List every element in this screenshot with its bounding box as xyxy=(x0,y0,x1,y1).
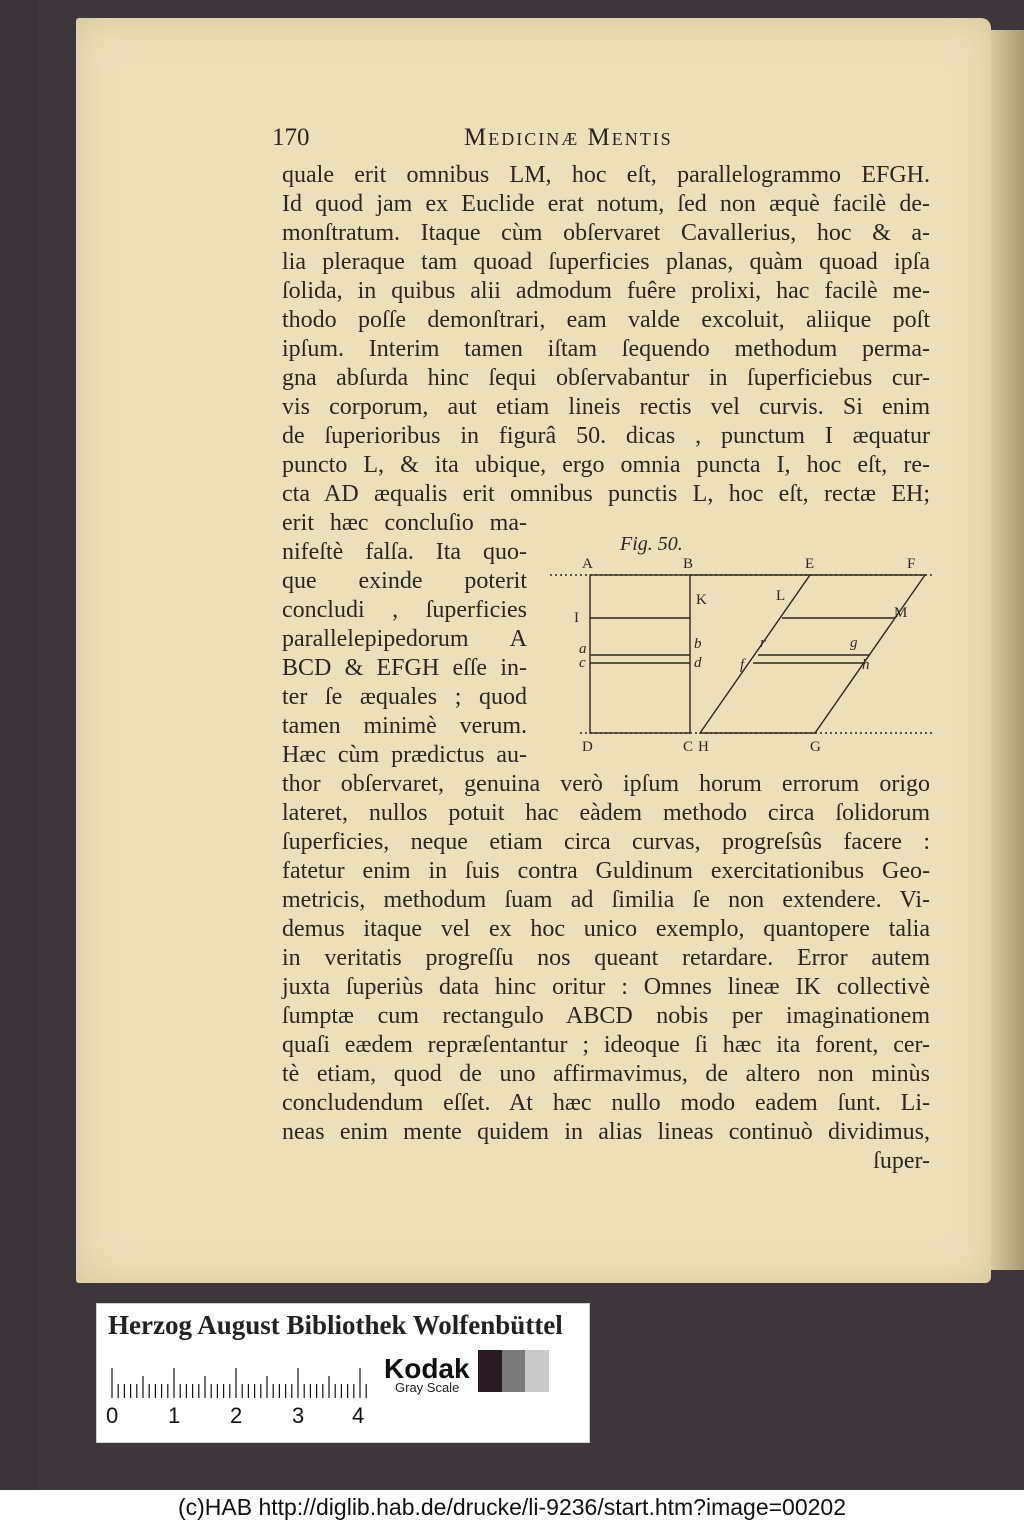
ruler xyxy=(100,1352,370,1402)
text-line: demus itaque vel ex hoc unico exemplo, quantopere talia xyxy=(282,916,930,942)
library-name: Herzog August Bibliothek Wolfenbüttel xyxy=(108,1310,563,1340)
label-d: D xyxy=(582,739,593,755)
ruler-number: 2 xyxy=(230,1403,243,1428)
text-line: concludendum eſſet. At hæc nullo modo eadem ſunt. Li- xyxy=(282,1090,930,1116)
text-line: metricis, methodum ſuam ad ſimilia ſe non extendere. Vi- xyxy=(282,887,930,913)
text-line: lia pleraque tam quoad ſuperficies planas, quàm quoad ipſa xyxy=(282,249,930,275)
text-line: gna abſurda hinc ſequi obſervabantur in ſuperficiebus cur- xyxy=(282,365,930,391)
text-line: quale erit omnibus LM, hoc eſt, parallelogrammo EFGH. xyxy=(282,162,930,188)
text-line: ſolida, in quibus alii admodum fuêre prolixi, hac facilè me- xyxy=(282,278,930,304)
label-d-small: d xyxy=(694,655,702,671)
label-h-small: h xyxy=(862,657,870,673)
text-line: lateret, nullos potuit hac eàdem methodo circa ſolidorum xyxy=(282,800,930,826)
label-i: I xyxy=(574,610,579,626)
gray-patch xyxy=(525,1350,549,1392)
adjacent-page-edge xyxy=(990,30,1024,1270)
page-header xyxy=(272,124,937,158)
credit-line: (c)HAB http://diglib.hab.de/drucke/li-9236/start.htm?image=00202 xyxy=(177,1494,846,1520)
gray-scale-label: Gray Scale xyxy=(395,1380,460,1395)
text-line: ſumptæ cum rectangulo ABCD nobis per imaginationem xyxy=(282,1003,930,1029)
label-a-small: a xyxy=(579,641,587,657)
figure-caption: Fig. 50. xyxy=(620,533,683,555)
label-g-small: g xyxy=(850,635,858,651)
label-m: M xyxy=(894,605,908,621)
label-g: G xyxy=(810,739,821,755)
label-f: F xyxy=(907,556,916,572)
text-line: vis corporum, aut etiam lineis rectis vel curvis. Si enim xyxy=(282,394,930,420)
label-f-small: f xyxy=(740,657,745,673)
text-line: tè etiam, quod de uno affirmavimus, de altero non minùs xyxy=(282,1061,930,1087)
label-a: A xyxy=(582,556,593,572)
side-text-line: nifeſtè falſa. Ita quo- xyxy=(282,539,527,565)
side-text-line: erit hæc concluſio ma- xyxy=(282,510,527,536)
ruler-numbers xyxy=(100,1403,380,1427)
side-text-line: BCD & EFGH eſſe in- xyxy=(282,655,527,681)
text-line: de ſuperioribus in figurâ 50. dicas , punctum I æquatur xyxy=(282,423,930,449)
label-e: E xyxy=(805,556,815,572)
figure-50 xyxy=(540,520,940,765)
side-text-line: que exinde poterit xyxy=(282,568,527,594)
label-r-small: r xyxy=(760,635,766,651)
text-line: juxta ſuperiùs data hinc oritur : Omnes lineæ IK collectivè xyxy=(282,974,930,1000)
running-title: Medicinæ Mentis xyxy=(464,124,673,151)
side-text-line: Hæc cùm prædictus au- xyxy=(282,742,527,768)
label-k: K xyxy=(696,592,707,608)
ruler-number: 3 xyxy=(292,1403,305,1428)
parallelogram-efgh xyxy=(700,575,925,733)
text-line: thor obſervaret, genuina verò ipſum horum errorum origo xyxy=(282,771,930,797)
label-c-small: c xyxy=(579,655,586,671)
gray-patch xyxy=(549,1350,573,1392)
text-line: cta AD æqualis erit omnibus punctis L, hoc eſt, rectæ EH; xyxy=(282,481,930,507)
side-text-line: ter ſe æquales ; quod xyxy=(282,684,527,710)
text-line: thodo poſſe demonſtrari, eam valde excoluit, aliique poſt xyxy=(282,307,930,333)
figure-diagram xyxy=(540,520,940,765)
label-b-small: b xyxy=(694,636,702,652)
label-h: H xyxy=(698,739,709,755)
side-text-line: parallelepipedorum A xyxy=(282,626,527,652)
text-line: fatetur enim in ſuis contra Guldinum exercitationibus Geo- xyxy=(282,858,930,884)
side-text-line: tamen minimè verum. xyxy=(282,713,527,739)
text-line: ipſum. Interim tamen iſtam ſequendo methodum perma- xyxy=(282,336,930,362)
text-line: neas enim mente quidem in alias lineas continuò dividimus, xyxy=(282,1119,930,1145)
side-text-line: concludi , ſuperficies xyxy=(282,597,527,623)
label-l: L xyxy=(776,588,786,604)
ruler-number: 1 xyxy=(168,1403,181,1428)
gray-scale-patches xyxy=(478,1350,572,1392)
text-line: ſuperficies, neque etiam circa curvas, progreſsûs facere : xyxy=(282,829,930,855)
catchword: ſuper- xyxy=(873,1148,930,1174)
text-line: in veritatis progreſſu nos queant retardare. Error autem xyxy=(282,945,930,971)
gray-patch xyxy=(478,1350,502,1392)
text-line: monſtratum. Itaque cùm obſervaret Cavallerius, hoc & a- xyxy=(282,220,930,246)
kodak-logo: Kodak xyxy=(384,1353,470,1384)
label-c: C xyxy=(683,739,694,755)
text-line: quaſi eædem repræſentantur ; ideoque ſi hæc ita forent, cer- xyxy=(282,1032,930,1058)
ruler-number: 4 xyxy=(352,1403,365,1428)
page-number: 170 xyxy=(272,124,310,151)
text-line: puncto L, & ita ubique, ergo omnia puncta I, hoc eſt, re- xyxy=(282,452,930,478)
gray-patch xyxy=(502,1350,526,1392)
text-line: Id quod jam ex Euclide erat notum, ſed non æquè facilè de- xyxy=(282,191,930,217)
rectangle-abcd xyxy=(590,575,690,733)
label-b: B xyxy=(683,556,694,572)
ruler-number: 0 xyxy=(106,1403,119,1428)
